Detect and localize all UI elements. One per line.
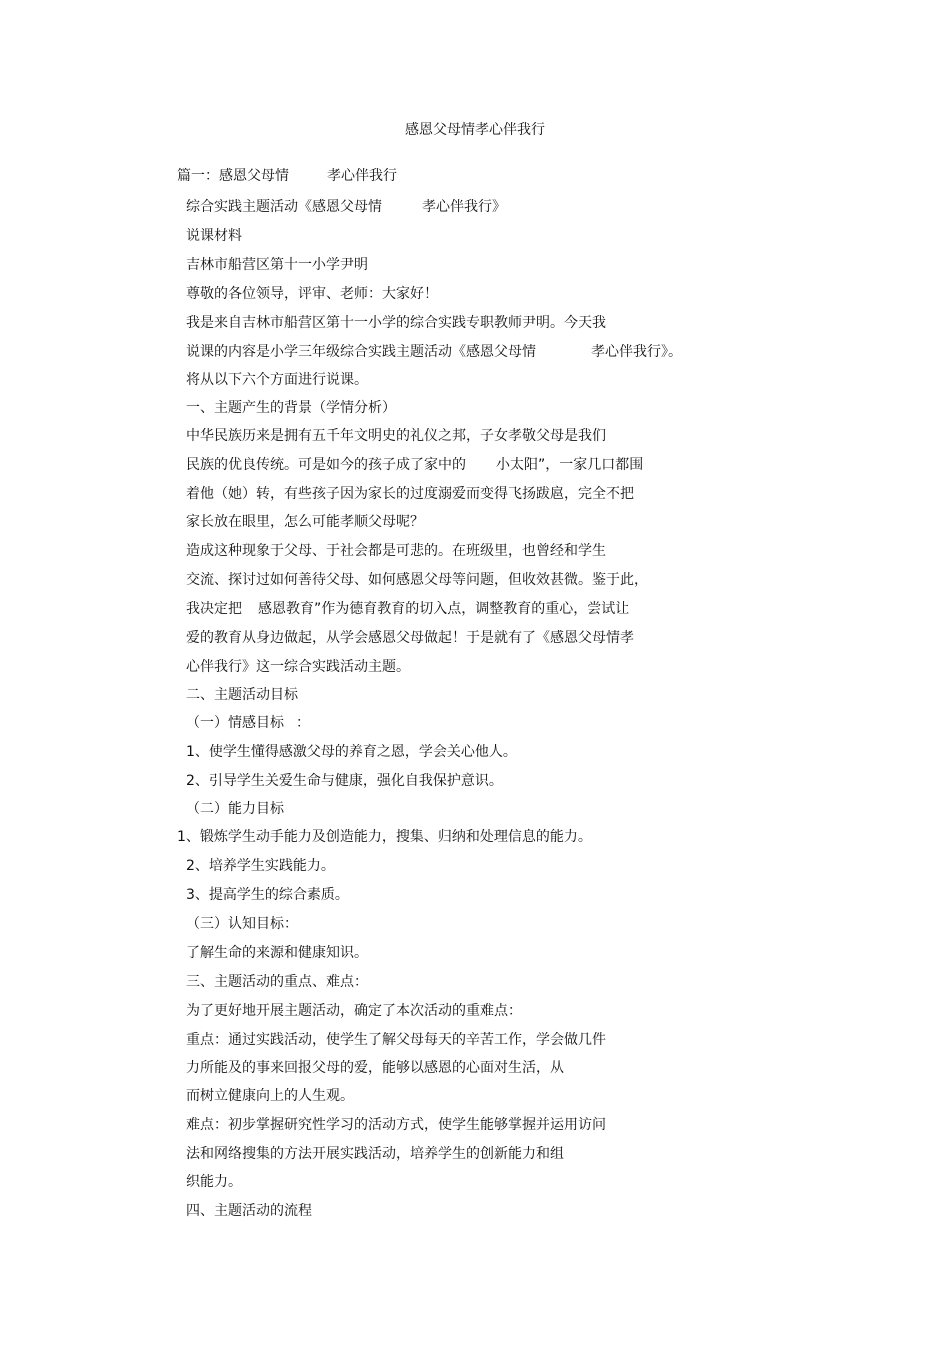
- text-line: 着他（她）转，有些孩子因为家长的过度溺爱而变得飞扬跋扈，完全不把: [186, 486, 634, 502]
- list-item: 3、提高学生的综合素质。: [186, 887, 349, 903]
- section-heading: 三、主题活动的重点、难点：: [186, 974, 368, 990]
- text-line: [186, 197, 506, 217]
- text-line: 造成这种现象于父母、于社会都是可悲的。在班级里，也曾经和学生: [186, 543, 606, 559]
- text-line: 爱的教育从身边做起，从学会感恩父母做起！于是就有了《感恩父母情孝: [186, 630, 634, 646]
- text-line-part: 孝心伴我行》。: [591, 344, 682, 360]
- text-line: 家长放在眼里，怎么可能孝顺父母呢？: [186, 514, 424, 530]
- text-line: 法和网络搜集的方法开展实践活动，培养学生的创新能力和组: [186, 1146, 564, 1162]
- text-line: 吉林市船营区第十一小学尹明: [186, 257, 368, 273]
- text-line-part: ：: [296, 715, 310, 731]
- text-line: 交流、探讨过如何善待父母、如何感恩父母等问题，但收效甚微。鉴于此，: [186, 572, 648, 588]
- subsection-heading: （三）认知目标：: [186, 916, 298, 932]
- text-line-part: 小太阳”，一家几口都围: [496, 457, 644, 473]
- text-line-part: 感恩教育”作为德育教育的切入点，调整教育的重心，尝试让: [258, 601, 630, 617]
- list-item: 1、锻炼学生动手能力及创造能力，搜集、归纳和处理信息的能力。: [177, 829, 592, 845]
- text-line: 心伴我行》这一综合实践活动主题。: [186, 659, 410, 675]
- text-line: [186, 342, 682, 362]
- text-line: 了解生命的来源和健康知识。: [186, 945, 368, 961]
- text-line: 重点：通过实践活动，使学生了解父母每天的辛苦工作，学会做几件: [186, 1032, 606, 1048]
- text-line: 尊敬的各位领导，评审、老师：大家好！: [186, 286, 438, 302]
- text-line: 为了更好地开展主题活动，确定了本次活动的重难点：: [186, 1003, 522, 1019]
- text-line: 难点：初步掌握研究性学习的活动方式，使学生能够掌握并运用访问: [186, 1117, 606, 1133]
- text-line: 力所能及的事来回报父母的爱，能够以感恩的心面对生活，从: [186, 1060, 564, 1076]
- text-line: 说课材料: [186, 228, 242, 244]
- list-item: 2、培养学生实践能力。: [186, 858, 335, 874]
- text-line-part: 孝心伴我行》: [422, 199, 506, 215]
- text-line: 将从以下六个方面进行说课。: [186, 372, 368, 388]
- section-heading: 四、主题活动的流程: [186, 1203, 312, 1219]
- text-line-part: 民族的优良传统。可是如今的孩子成了家中的: [186, 457, 466, 473]
- section-heading: 一、主题产生的背景（学情分析）: [186, 400, 396, 416]
- part-heading-sub: 孝心伴我行: [327, 168, 397, 184]
- list-item: 2、引导学生关爱生命与健康，强化自我保护意识。: [186, 773, 503, 789]
- text-line-part: 我决定把: [186, 601, 242, 617]
- text-line: [186, 455, 643, 475]
- text-line: 而树立健康向上的人生观。: [186, 1088, 354, 1104]
- subsection-heading: （二）能力目标: [186, 801, 284, 817]
- text-line: 中华民族历来是拥有五千年文明史的礼仪之邦，子女孝敬父母是我们: [186, 428, 606, 444]
- text-line-part: 综合实践主题活动《感恩父母情: [186, 199, 382, 215]
- section-heading: 二、主题活动目标: [186, 687, 298, 703]
- part-heading: [177, 166, 397, 186]
- text-line: [186, 599, 629, 619]
- list-item: 1、使学生懂得感激父母的养育之恩，学会关心他人。: [186, 744, 517, 760]
- text-line: 我是来自吉林市船营区第十一小学的综合实践专职教师尹明。今天我: [186, 315, 606, 331]
- text-line-part: （一）情感目标: [186, 715, 284, 731]
- text-line: 织能力。: [186, 1174, 242, 1190]
- subsection-heading: [186, 713, 310, 733]
- document-title: 感恩父母情孝心伴我行: [405, 122, 545, 138]
- part-heading-main: 篇一：感恩父母情: [177, 168, 289, 184]
- text-line-part: 说课的内容是小学三年级综合实践主题活动《感恩父母情: [186, 344, 536, 360]
